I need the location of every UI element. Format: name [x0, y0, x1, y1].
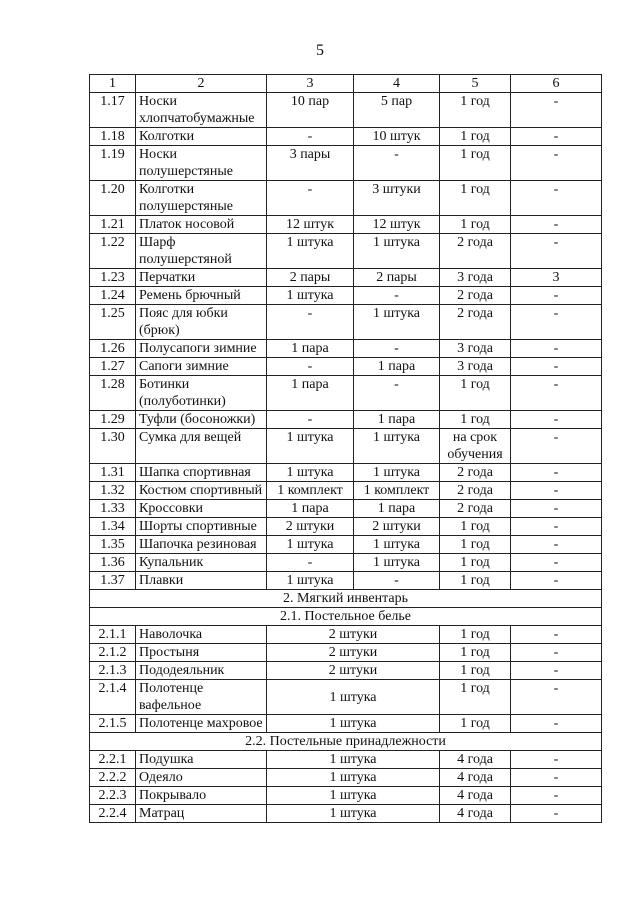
item-name: Покрывало [136, 787, 267, 805]
item-number: 1.17 [90, 93, 136, 128]
item-number: 1.20 [90, 181, 136, 216]
item-number: 2.1.4 [90, 680, 136, 715]
item-term: 3 года [440, 340, 511, 358]
item-qty-col4: 3 штуки [354, 181, 440, 216]
supply-table [89, 74, 602, 823]
item-term: 1 год [440, 680, 511, 715]
table-row [90, 305, 602, 340]
item-name: Ремень брючный [136, 287, 267, 305]
item-number: 1.36 [90, 554, 136, 572]
table-row [90, 500, 602, 518]
item-term: 2 года [440, 305, 511, 340]
header-col-3: 3 [267, 75, 354, 93]
item-name: Носки полушерстяные [136, 146, 267, 181]
item-term: 1 год [440, 93, 511, 128]
item-number: 1.22 [90, 234, 136, 269]
item-qty-col4: - [354, 572, 440, 590]
item-name: Ботинки (полуботинки) [136, 376, 267, 411]
item-col6: - [511, 464, 602, 482]
item-col6: - [511, 411, 602, 429]
item-name: Одеяло [136, 769, 267, 787]
item-qty-col3: 10 пар [267, 93, 354, 128]
item-term: 2 года [440, 500, 511, 518]
item-name: Шорты спортивные [136, 518, 267, 536]
item-qty-col4: 1 штука [354, 554, 440, 572]
item-term: 1 год [440, 626, 511, 644]
section-title-bedding: 2.2. Постельные принадлежности [90, 733, 602, 751]
item-term: 1 год [440, 376, 511, 411]
item-qty: 1 штука [267, 787, 440, 805]
item-qty-col4: - [354, 376, 440, 411]
item-name: Шарф полушерстяной [136, 234, 267, 269]
item-name: Платок носовой [136, 216, 267, 234]
item-term: 2 года [440, 234, 511, 269]
table-row [90, 572, 602, 590]
item-qty: 1 штука [267, 769, 440, 787]
item-col6: - [511, 662, 602, 680]
table-row [90, 518, 602, 536]
item-term: 2 года [440, 482, 511, 500]
table-row [90, 554, 602, 572]
item-qty-col4: 2 пары [354, 269, 440, 287]
item-col6: - [511, 554, 602, 572]
section-row [90, 608, 602, 626]
item-qty-col3: 1 пара [267, 376, 354, 411]
item-col6: - [511, 500, 602, 518]
item-term: 1 год [440, 572, 511, 590]
item-qty-col3: - [267, 411, 354, 429]
table-row [90, 234, 602, 269]
section-title-bed-linen: 2.1. Постельное белье [90, 608, 602, 626]
item-number: 1.37 [90, 572, 136, 590]
item-term: 4 года [440, 769, 511, 787]
item-term: 4 года [440, 751, 511, 769]
item-qty-col3: 1 пара [267, 340, 354, 358]
item-number: 1.29 [90, 411, 136, 429]
item-name: Сапоги зимние [136, 358, 267, 376]
item-col6: - [511, 93, 602, 128]
item-qty-col4: 1 штука [354, 536, 440, 554]
item-number: 1.33 [90, 500, 136, 518]
item-name: Туфли (босоножки) [136, 411, 267, 429]
item-qty: 2 штуки [267, 626, 440, 644]
item-qty-col4: 1 штука [354, 234, 440, 269]
item-qty-col4: 5 пар [354, 93, 440, 128]
item-qty-col3: 1 штука [267, 287, 354, 305]
item-col6: - [511, 287, 602, 305]
item-name: Колготки [136, 128, 267, 146]
item-col6: - [511, 376, 602, 411]
item-qty-col4: - [354, 287, 440, 305]
table-row [90, 358, 602, 376]
header-col-4: 4 [354, 75, 440, 93]
item-qty-col3: 3 пары [267, 146, 354, 181]
table-row [90, 680, 602, 715]
table-header-row [90, 75, 602, 93]
item-term: 1 год [440, 715, 511, 733]
item-qty-col4: - [354, 340, 440, 358]
item-name: Плавки [136, 572, 267, 590]
item-qty-col3: 1 штука [267, 464, 354, 482]
table-row [90, 269, 602, 287]
item-qty-col3: 1 штука [267, 429, 354, 464]
section-row [90, 590, 602, 608]
item-term: 1 год [440, 644, 511, 662]
table-row [90, 787, 602, 805]
item-term: 1 год [440, 536, 511, 554]
item-col6: - [511, 626, 602, 644]
item-col6: - [511, 644, 602, 662]
item-number: 1.27 [90, 358, 136, 376]
item-number: 1.26 [90, 340, 136, 358]
item-name: Простыня [136, 644, 267, 662]
item-number: 2.2.4 [90, 805, 136, 823]
item-col6: - [511, 482, 602, 500]
item-term: 1 год [440, 554, 511, 572]
section-title-soft-inventory: 2. Мягкий инвентарь [90, 590, 602, 608]
item-term: 1 год [440, 411, 511, 429]
item-name: Шапка спортивная [136, 464, 267, 482]
table-row [90, 536, 602, 554]
item-col6: - [511, 146, 602, 181]
table-row [90, 626, 602, 644]
item-qty-col4: 10 штук [354, 128, 440, 146]
item-name: Полотенце махровое [136, 715, 267, 733]
item-term: 3 года [440, 269, 511, 287]
item-name: Колготки полушерстяные [136, 181, 267, 216]
table-row [90, 181, 602, 216]
item-number: 2.1.2 [90, 644, 136, 662]
item-col6: - [511, 429, 602, 464]
item-term: на срок обучения [440, 429, 511, 464]
item-qty-col3: 1 пара [267, 500, 354, 518]
item-qty: 1 штука [267, 680, 440, 715]
item-col6: - [511, 787, 602, 805]
item-term: 4 года [440, 787, 511, 805]
item-qty-col3: - [267, 128, 354, 146]
item-name: Полусапоги зимние [136, 340, 267, 358]
table-row [90, 482, 602, 500]
item-col6: - [511, 216, 602, 234]
item-number: 1.30 [90, 429, 136, 464]
table-row [90, 464, 602, 482]
table-row [90, 644, 602, 662]
item-qty: 1 штука [267, 715, 440, 733]
item-col6: - [511, 181, 602, 216]
item-term: 1 год [440, 181, 511, 216]
item-name: Кроссовки [136, 500, 267, 518]
item-number: 1.32 [90, 482, 136, 500]
item-qty-col4: 12 штук [354, 216, 440, 234]
item-number: 2.1.5 [90, 715, 136, 733]
item-name: Перчатки [136, 269, 267, 287]
item-qty-col4: 1 штука [354, 305, 440, 340]
header-col-6: 6 [511, 75, 602, 93]
item-number: 1.28 [90, 376, 136, 411]
table-row [90, 411, 602, 429]
item-qty-col4: 1 пара [354, 500, 440, 518]
page-number: 5 [316, 42, 324, 59]
item-qty-col3: 1 штука [267, 536, 354, 554]
table-row [90, 128, 602, 146]
item-col6: - [511, 769, 602, 787]
item-col6: - [511, 715, 602, 733]
item-name: Пояс для юбки (брюк) [136, 305, 267, 340]
item-term: 4 года [440, 805, 511, 823]
item-number: 1.24 [90, 287, 136, 305]
table-row [90, 376, 602, 411]
section-row [90, 733, 602, 751]
item-qty-col3: 2 пары [267, 269, 354, 287]
header-col-1: 1 [90, 75, 136, 93]
item-term: 1 год [440, 518, 511, 536]
item-col6: - [511, 128, 602, 146]
item-qty: 2 штуки [267, 662, 440, 680]
table-row [90, 216, 602, 234]
item-qty-col3: - [267, 181, 354, 216]
table-row [90, 287, 602, 305]
item-col6: - [511, 572, 602, 590]
item-col6: - [511, 536, 602, 554]
item-number: 2.2.1 [90, 751, 136, 769]
item-qty-col3: - [267, 305, 354, 340]
item-col6: - [511, 305, 602, 340]
item-number: 1.21 [90, 216, 136, 234]
item-col6: - [511, 518, 602, 536]
item-qty-col4: 1 пара [354, 358, 440, 376]
item-number: 1.18 [90, 128, 136, 146]
item-name: Полотенце вафельное [136, 680, 267, 715]
item-col6: - [511, 234, 602, 269]
item-name: Сумка для вещей [136, 429, 267, 464]
item-qty-col3: 1 штука [267, 572, 354, 590]
item-name: Шапочка резиновая [136, 536, 267, 554]
item-number: 1.35 [90, 536, 136, 554]
item-term: 3 года [440, 358, 511, 376]
item-term: 1 год [440, 216, 511, 234]
item-qty: 2 штуки [267, 644, 440, 662]
item-col6: - [511, 680, 602, 715]
item-term: 1 год [440, 128, 511, 146]
item-qty-col4: 2 штуки [354, 518, 440, 536]
header-col-2: 2 [136, 75, 267, 93]
table-row [90, 146, 602, 181]
item-col6: - [511, 358, 602, 376]
item-number: 2.2.2 [90, 769, 136, 787]
item-number: 1.34 [90, 518, 136, 536]
item-name: Пододеяльник [136, 662, 267, 680]
item-qty-col3: - [267, 358, 354, 376]
item-number: 1.23 [90, 269, 136, 287]
item-qty-col4: - [354, 146, 440, 181]
item-number: 1.19 [90, 146, 136, 181]
item-number: 1.25 [90, 305, 136, 340]
item-number: 2.1.1 [90, 626, 136, 644]
item-qty: 1 штука [267, 805, 440, 823]
item-number: 2.1.3 [90, 662, 136, 680]
table-row [90, 340, 602, 358]
table-row [90, 662, 602, 680]
table-row [90, 805, 602, 823]
item-term: 1 год [440, 662, 511, 680]
item-name: Матрац [136, 805, 267, 823]
item-qty-col3: 2 штуки [267, 518, 354, 536]
item-qty: 1 штука [267, 751, 440, 769]
item-qty-col4: 1 пара [354, 411, 440, 429]
item-term: 2 года [440, 464, 511, 482]
item-col6: - [511, 805, 602, 823]
item-qty-col3: 1 штука [267, 234, 354, 269]
table-row [90, 769, 602, 787]
item-name: Купальник [136, 554, 267, 572]
item-number: 1.31 [90, 464, 136, 482]
item-qty-col3: - [267, 554, 354, 572]
table-row [90, 93, 602, 128]
item-name: Наволочка [136, 626, 267, 644]
item-col6: 3 [511, 269, 602, 287]
item-qty-col3: 12 штук [267, 216, 354, 234]
item-qty-col3: 1 комплект [267, 482, 354, 500]
item-qty-col4: 1 штука [354, 464, 440, 482]
item-name: Подушка [136, 751, 267, 769]
item-name: Костюм спортивный [136, 482, 267, 500]
item-term: 1 год [440, 146, 511, 181]
item-qty-col4: 1 комплект [354, 482, 440, 500]
item-col6: - [511, 751, 602, 769]
item-name: Носки хлопчатобумажные [136, 93, 267, 128]
item-term: 2 года [440, 287, 511, 305]
table-row [90, 715, 602, 733]
item-number: 2.2.3 [90, 787, 136, 805]
item-col6: - [511, 340, 602, 358]
table-row [90, 751, 602, 769]
header-col-5: 5 [440, 75, 511, 93]
item-qty-col4: 1 штука [354, 429, 440, 464]
table-row [90, 429, 602, 464]
